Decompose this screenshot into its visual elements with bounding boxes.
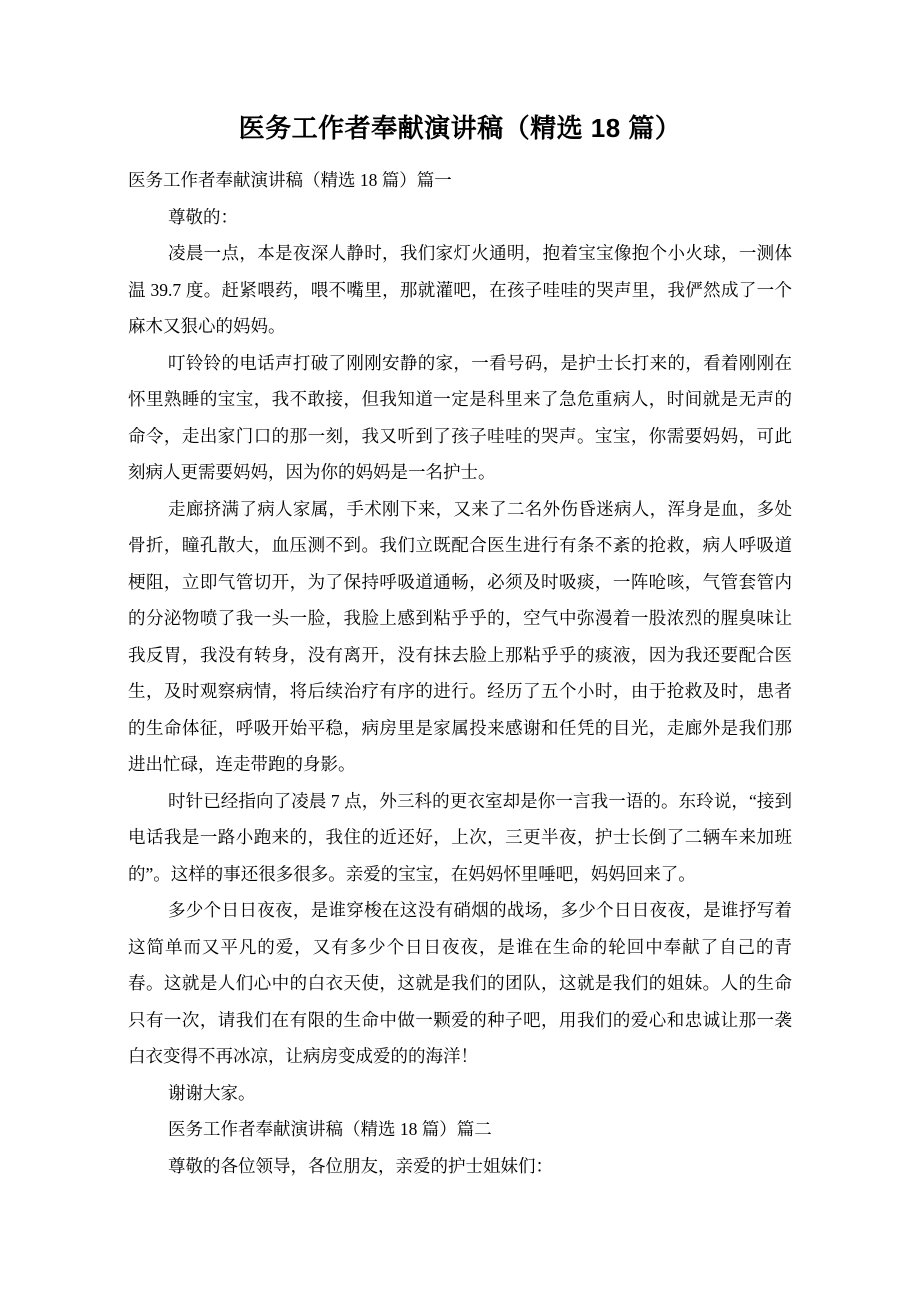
document-body	[128, 162, 792, 1184]
paragraph: 尊敬的：	[168, 206, 238, 227]
paragraph: 多少个日日夜夜，是谁穿梭在这没有硝烟的战场，多少个日日夜夜，是谁抒写着这简单而又平凡的爱，又有多少个日日夜夜，是谁在生命的轮回中奉献了自己的青春。这就是人们心中的白衣天使，这就是我们的团队，这就是我们的姐妹。人的生命只有一次，请我们在有限的生命中做一颗爱的种子吧，用我们的爱心和忠诚让那一袭白衣变得不再冰凉，让病房变成爱的的海洋！	[128, 900, 792, 1066]
paragraph: 尊敬的各位领导，各位朋友，亲爱的护士姐妹们：	[168, 1155, 553, 1176]
document-title: 医务工作者奉献演讲稿（精选 18 篇）	[238, 113, 682, 143]
paragraph: 医务工作者奉献演讲稿（精选 18 篇）篇二	[168, 1119, 492, 1139]
paragraph: 谢谢大家。	[168, 1082, 256, 1103]
paragraph: 叮铃铃的电话声打破了刚刚安静的家，一看号码，是护士长打来的，看着刚刚在怀里熟睡的宝宝，我不敢接，但我知道一定是科里来了急危重病人，时间就是无声的命令，走出家门口的那一刻，我又听到了孩子哇哇的哭声。宝宝，你需要妈妈，可此刻病人更需要妈妈，因为你的妈妈是一名护士。	[128, 352, 792, 482]
paragraph: 医务工作者奉献演讲稿（精选 18 篇）篇一	[128, 170, 452, 190]
paragraph: 凌晨一点，本是夜深人静时，我们家灯火通明，抱着宝宝像抱个小火球，一测体温 39.7 度。赶紧喂药，喂不嘴里，那就灌吧，在孩子哇哇的哭声里，我俨然成了一个麻木又狠心的妈妈。	[128, 243, 792, 336]
paragraph: 走廊挤满了病人家属，手术刚下来，又来了二名外伤昏迷病人，浑身是血，多处骨折，瞳孔散大，血压测不到。我们立既配合医生进行有条不紊的抢救，病人呼吸道梗阻，立即气管切开，为了保持呼吸道通畅，必须及时吸痰，一阵呛咳，气管套管内的分泌物喷了我一头一脸，我脸上感到粘乎乎的，空气中弥漫着一股浓烈的腥臭味让我反胃，我没有转身，没有离开，没有抹去脸上那粘乎乎的痰液，因为我还要配合医生，及时观察病情，将后续治疗有序的进行。经历了五个小时，由于抢救及时，患者的生命体征，呼吸开始平稳，病房里是家属投来感谢和任凭的目光，走廊外是我们那进出忙碌，连走带跑的身影。	[128, 498, 792, 774]
paragraph: 时针已经指向了凌晨 7 点，外三科的更衣室却是你一言我一语的。东玲说，“接到电话我是一路小跑来的，我住的近还好，上次，三更半夜，护士长倒了二辆车来加班的”。这样的事还很多很多。亲爱的宝宝，在妈妈怀里唾吧，妈妈回来了。	[128, 790, 792, 884]
